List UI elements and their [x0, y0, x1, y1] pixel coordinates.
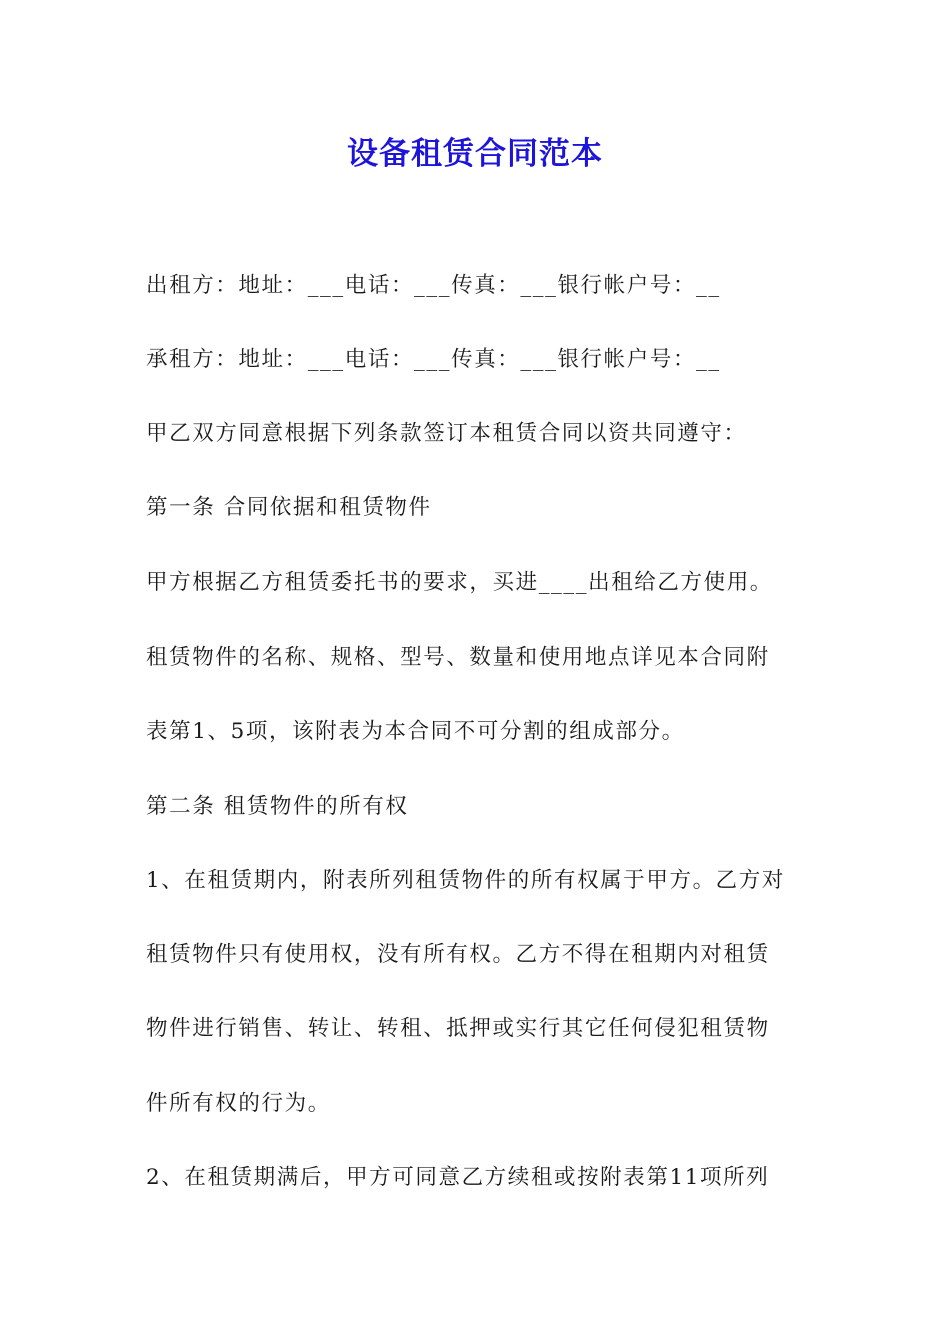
lessee-info-line: 承租方：地址：___电话：___传真：___银行帐户号：__: [146, 347, 721, 372]
lessor-info-line: 出租方：地址：___电话：___传真：___银行帐户号：__: [146, 273, 721, 298]
article-1-heading: 第一条 合同依据和租赁物件: [146, 495, 432, 520]
agreement-intro: 甲乙双方同意根据下列条款签订本租赁合同以资共同遵守：: [146, 421, 747, 446]
paragraph-line: 件所有权的行为。: [146, 1091, 331, 1116]
paragraph-line: 甲方根据乙方租赁委托书的要求，买进____出租给乙方使用。: [146, 570, 773, 595]
document-title: 设备租赁合同范本: [347, 136, 603, 172]
paragraph-line: 租赁物件只有使用权，没有所有权。乙方不得在租期内对租赁: [146, 942, 770, 967]
paragraph-line: 租赁物件的名称、规格、型号、数量和使用地点详见本合同附: [146, 645, 770, 670]
paragraph-line: 1、在租赁期内，附表所列租赁物件的所有权属于甲方。乙方对: [146, 868, 785, 893]
paragraph-line: 表第1、5项，该附表为本合同不可分割的组成部分。: [146, 719, 685, 744]
paragraph-line: 2、在租赁期满后，甲方可同意乙方续租或按附表第11项所列: [146, 1165, 770, 1190]
paragraph-line: 物件进行销售、转让、转租、抵押或实行其它任何侵犯租赁物: [146, 1016, 770, 1041]
article-2-heading: 第二条 租赁物件的所有权: [146, 794, 409, 819]
